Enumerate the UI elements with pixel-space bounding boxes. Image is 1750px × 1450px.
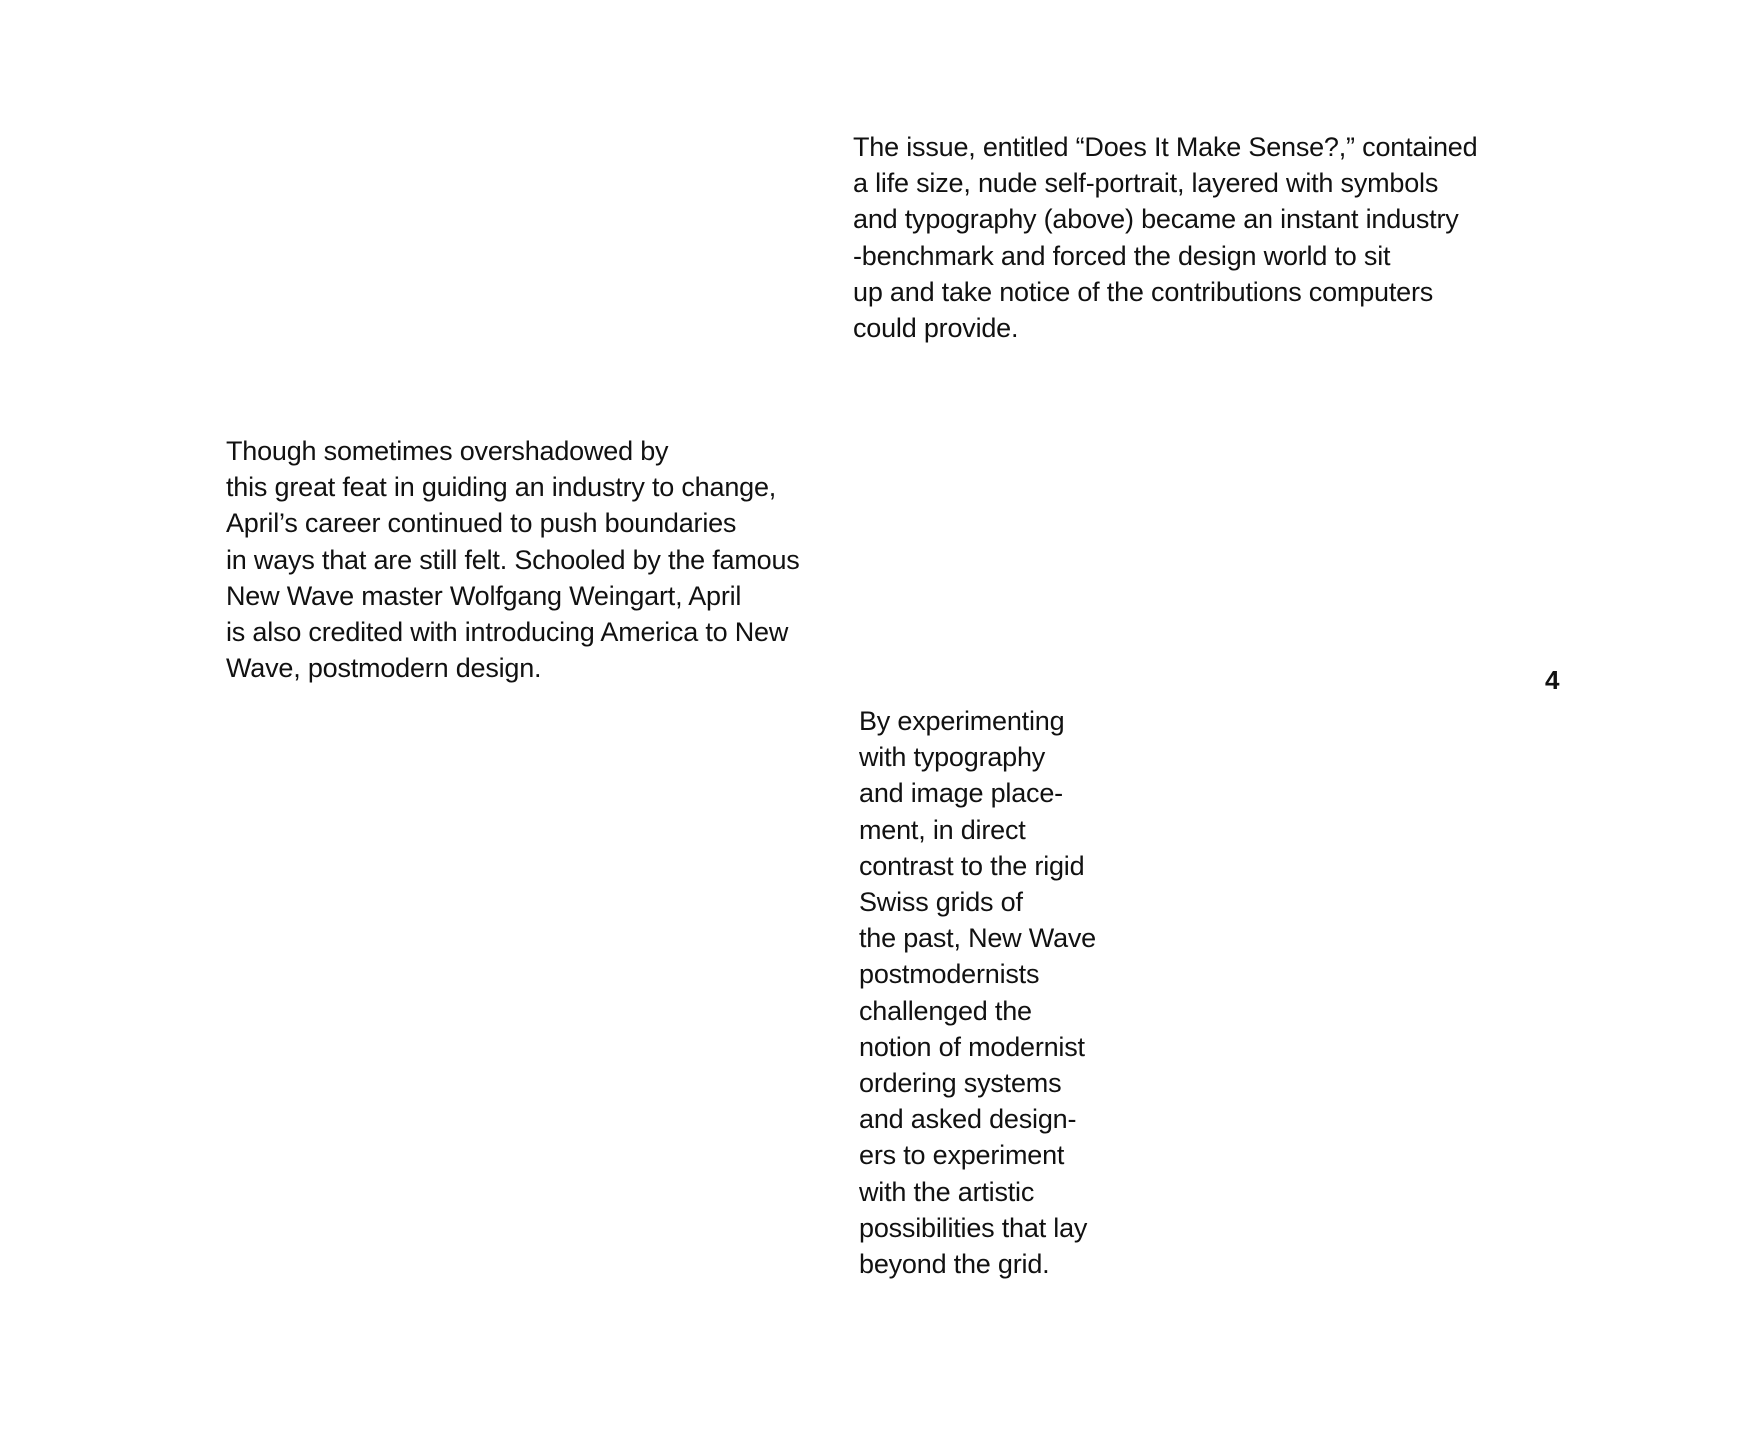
text-line: Though sometimes overshadowed by	[226, 436, 669, 466]
text-line: Swiss grids of	[859, 887, 1023, 918]
paragraph-issue-description	[853, 129, 1477, 346]
text-line: The issue, entitled “Does It Make Sense?,” contained	[853, 132, 1478, 162]
text-line: By experimenting	[859, 706, 1065, 736]
text-line: this great feat in guiding an industry to change,	[226, 472, 777, 503]
text-line: with the artistic	[859, 1176, 1035, 1207]
text-line: possibilities that lay	[859, 1212, 1088, 1243]
text-line: Wave, postmodern design.	[226, 653, 542, 684]
page-number: 4	[1545, 665, 1560, 695]
text-line: April’s career continued to push boundaries	[226, 508, 737, 539]
text-line: notion of modernist	[859, 1031, 1085, 1062]
text-line: is also credited with introducing America to New	[226, 617, 789, 648]
text-line: a life size, nude self-portrait, layered with symbols	[853, 168, 1439, 199]
text-line: contrast to the rigid	[859, 850, 1085, 881]
text-line: ment, in direct	[859, 814, 1026, 845]
text-line: challenged the	[859, 995, 1032, 1026]
text-line: with typography	[859, 742, 1046, 773]
text-line: ordering systems	[859, 1068, 1062, 1099]
text-line: up and take notice of the contributions computers	[853, 276, 1434, 307]
text-line: and typography (above) became an instant industry	[853, 204, 1459, 235]
text-line: and image place-	[859, 778, 1063, 809]
text-line: New Wave master Wolfgang Weingart, April	[226, 580, 742, 611]
text-line: in ways that are still felt. Schooled by the famous	[226, 544, 800, 575]
text-line: and asked design-	[859, 1104, 1077, 1135]
text-line: beyond the grid.	[859, 1249, 1050, 1280]
text-line: postmodernists	[859, 959, 1040, 990]
text-line: could provide.	[853, 313, 1019, 344]
paragraph-career	[226, 433, 800, 686]
text-line: ers to experiment	[859, 1140, 1065, 1171]
paragraph-new-wave	[859, 703, 1096, 1282]
text-line: the past, New Wave	[859, 923, 1097, 954]
text-line: -benchmark and forced the design world to sit	[853, 240, 1391, 271]
